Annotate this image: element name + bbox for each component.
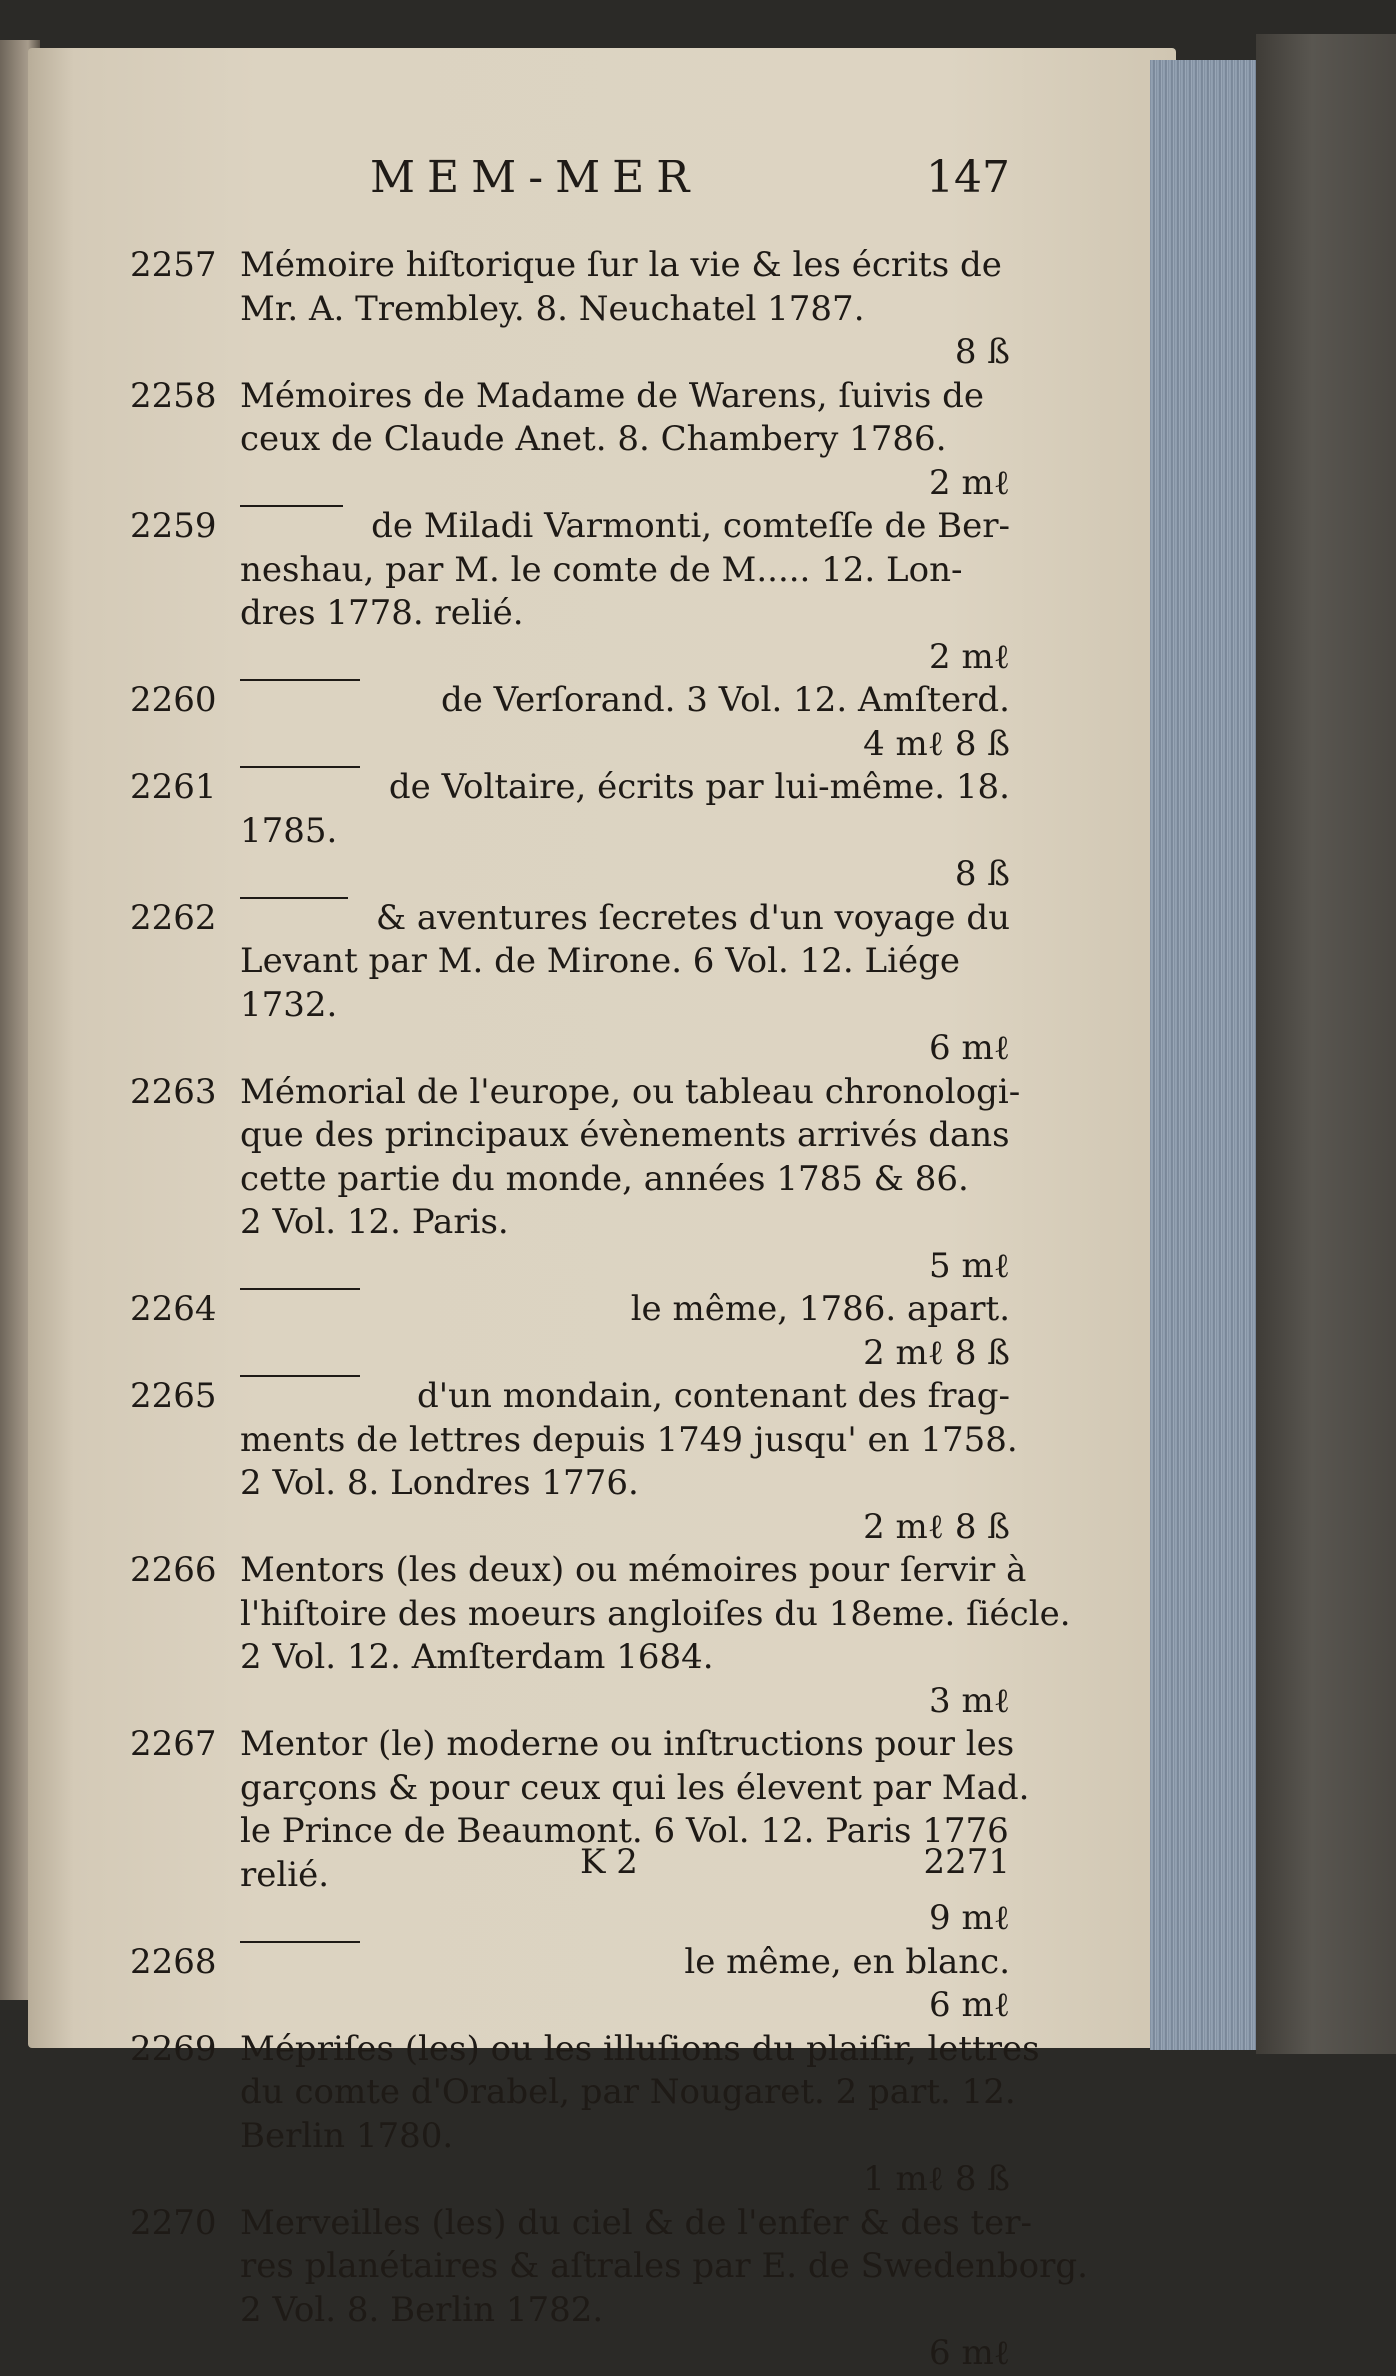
- page-number: 147: [926, 152, 1010, 203]
- entry-line: [240, 2202, 1032, 2246]
- entry-text: garçons & pour ceux qui les élevent par Mad.: [240, 1767, 1030, 1808]
- catalogue-entry: [130, 505, 1010, 679]
- entry-number: 2258: [130, 375, 217, 416]
- ditto-dash: [240, 1941, 360, 1985]
- catalogue-entry: [130, 375, 1010, 506]
- catalogue-entry: [130, 1375, 1018, 1549]
- entry-line: [240, 505, 1010, 549]
- entry-text: Berlin 1780.: [240, 2115, 454, 2156]
- entry-text: relié.: [240, 1854, 330, 1895]
- entry-number: 2262: [130, 897, 217, 938]
- catalogue-entry: [130, 2028, 1040, 2202]
- entry-text: Mémoire hiſtorique ſur la vie & les écrits de: [240, 245, 1002, 285]
- entry-text: & aventures ſecretes d'un voyage du: [375, 897, 1010, 938]
- entry-line: [240, 1201, 1010, 1245]
- entry-line: [240, 1723, 1015, 1767]
- entry-line: [240, 1114, 1010, 1158]
- entry-price: 6 mℓ: [929, 1985, 1010, 2025]
- entry-text: Merveilles (les) du ciel & de l'enfer & des ter-: [240, 2202, 1032, 2243]
- entry-text: le même, 1786. apart.: [630, 1289, 1010, 1329]
- catalogue-entry: [130, 679, 1010, 766]
- entry-price: 3 mℓ: [929, 1680, 1010, 1721]
- entry-number: 2259: [130, 506, 217, 546]
- entry-text: ceux de Claude Anet. 8. Chambery 1786.: [240, 419, 947, 459]
- ditto-dash: [240, 766, 360, 810]
- entry-text: ments de lettres depuis 1749 jusqu' en 1758.: [240, 1419, 1018, 1460]
- entry-text: 1785.: [240, 810, 338, 851]
- entry-text: 2 Vol. 8. Berlin 1782.: [240, 2289, 604, 2330]
- entry-price: 4 mℓ 8 ß: [863, 723, 1010, 764]
- catalogue-entry: [130, 1071, 1021, 1289]
- running-head: MEM-MER: [370, 152, 702, 203]
- entry-price: 8 ß: [954, 332, 1010, 372]
- entry-text: Mémoires de Madame de Warens, ſuivis de: [240, 375, 984, 416]
- entry-line: [240, 1462, 1010, 1506]
- entry-text: dres 1778. relié.: [240, 593, 524, 633]
- entry-line: [240, 2115, 1010, 2159]
- entry-line: [240, 549, 1010, 593]
- entry-line: [240, 1941, 1010, 1985]
- signature-mark: K 2: [580, 1842, 638, 1882]
- page-footer: [580, 1842, 1010, 1892]
- entry-text: de Miladi Varmonti, comteſſe de Ber-: [371, 506, 1010, 546]
- entry-line: [240, 1636, 1010, 1680]
- entry-line: [240, 1288, 1010, 1332]
- entry-line: [240, 679, 1010, 723]
- entry-price: 5 mℓ: [929, 1245, 1010, 1286]
- entry-text: le même, en blanc.: [684, 1941, 1010, 1982]
- entry-number: 2263: [130, 1071, 217, 1112]
- entry-number: 2257: [130, 245, 217, 285]
- entry-number: 2269: [130, 2028, 217, 2069]
- entry-line: [240, 810, 1010, 854]
- entry-text: 2 Vol. 8. Londres 1776.: [240, 1463, 639, 1503]
- entry-text: res planétaires & aſtrales par E. de Swedenborg.: [240, 2246, 1088, 2286]
- book-cover: [1256, 34, 1396, 2054]
- entry-line: [240, 288, 1010, 332]
- entry-line: [240, 1158, 1010, 1202]
- entry-line: [240, 940, 1010, 984]
- ditto-dash: [240, 897, 348, 941]
- entry-line: [240, 766, 1010, 810]
- entry-text: Mr. A. Trembley. 8. Neuchatel 1787.: [240, 288, 865, 329]
- entry-price: 2 mℓ: [929, 462, 1010, 503]
- ditto-dash: [240, 1375, 360, 1419]
- entry-line: [240, 1767, 1030, 1811]
- entry-line: [240, 375, 1010, 419]
- catalogue-entry: [130, 1549, 1071, 1723]
- entry-number: 2266: [130, 1550, 217, 1590]
- entry-line: [240, 2289, 1010, 2333]
- entry-text: d'un mondain, contenant des frag-: [417, 1376, 1010, 1416]
- entry-line: [240, 2071, 1016, 2115]
- entry-number: 2264: [130, 1289, 217, 1329]
- entry-line: [240, 1419, 1018, 1463]
- ditto-dash: [240, 505, 343, 549]
- catalogue-entry: [130, 766, 1010, 897]
- entry-number: 2267: [130, 1724, 217, 1764]
- entry-price: 2 mℓ 8 ß: [863, 1332, 1010, 1373]
- entry-text: Mentor (le) moderne ou inſtructions pour les: [240, 1724, 1015, 1764]
- entry-number: 2268: [130, 1941, 217, 1982]
- entry-price: 6 mℓ: [929, 2333, 1010, 2373]
- entry-line: [240, 2028, 1040, 2072]
- page-header: [370, 152, 1010, 212]
- page-block-edge: [1150, 60, 1256, 2050]
- entry-text: 1732.: [240, 984, 338, 1025]
- entry-price: 2 mℓ 8 ß: [863, 1506, 1010, 1547]
- entry-line: [240, 1549, 1027, 1593]
- catalogue-entry: [130, 1941, 1010, 2028]
- entry-text: de Verſorand. 3 Vol. 12. Amſterd.: [440, 680, 1010, 720]
- entry-price: 9 mℓ: [929, 1898, 1010, 1938]
- entry-text: cette partie du monde, années 1785 & 86.: [240, 1158, 969, 1199]
- entry-text: que des principaux évènements arrivés dans: [240, 1115, 1010, 1155]
- entry-text: Mépriſes (les) ou les illuſions du plaiſir, lettres: [240, 2028, 1040, 2069]
- entry-price: 8 ß: [954, 854, 1010, 894]
- entry-text: du comte d'Orabel, par Nougaret. 2 part. 12.: [240, 2072, 1016, 2112]
- catalogue-entry: [130, 1723, 1030, 1941]
- entry-line: [240, 592, 1010, 636]
- entry-number: 2261: [130, 767, 217, 807]
- ditto-dash: [240, 1288, 360, 1332]
- entry-text: neshau, par M. le comte de M..... 12. Lon-: [240, 549, 963, 590]
- entry-number: 2260: [130, 680, 217, 720]
- entry-number: 2265: [130, 1376, 217, 1416]
- entry-line: [240, 244, 1010, 288]
- entry-line: [240, 2245, 1088, 2289]
- catalogue-entry: [130, 897, 1010, 1071]
- entry-text: Mémorial de l'europe, ou tableau chronologi-: [240, 1071, 1021, 1112]
- catalogue-entry: [130, 1288, 1010, 1375]
- entry-price: 6 mℓ: [929, 1028, 1010, 1068]
- entry-text: Mentors (les deux) ou mémoires pour ſervir à: [240, 1550, 1027, 1590]
- entry-price: 1 mℓ 8 ß: [863, 2159, 1010, 2199]
- ditto-dash: [240, 679, 360, 723]
- entry-line: [240, 1071, 1021, 1115]
- entry-line: [240, 897, 1010, 941]
- catalogue-entry: [130, 244, 1010, 375]
- entry-line: [240, 418, 1010, 462]
- catalogue-entry: [130, 2202, 1088, 2376]
- entry-number: 2270: [130, 2202, 217, 2243]
- entry-text: Levant par M. de Mirone. 6 Vol. 12. Liége: [240, 941, 960, 981]
- entry-price: 2 mℓ: [929, 636, 1010, 677]
- entry-text: de Voltaire, écrits par lui-même. 18.: [388, 767, 1010, 807]
- entry-text: 2 Vol. 12. Paris.: [240, 1202, 509, 1242]
- catchword: 2271: [923, 1842, 1010, 1882]
- entry-line: [240, 1375, 1010, 1419]
- entry-line: [240, 1593, 1071, 1637]
- catalogue-entries: [130, 244, 1088, 2376]
- entry-line: [240, 984, 1010, 1028]
- entry-text: l'hiſtoire des moeurs angloiſes du 18eme. ſiécle.: [240, 1593, 1071, 1634]
- entry-text: le Prince de Beaumont. 6 Vol. 12. Paris 1776: [240, 1811, 1009, 1851]
- entry-text: 2 Vol. 12. Amſterdam 1684.: [240, 1637, 714, 1677]
